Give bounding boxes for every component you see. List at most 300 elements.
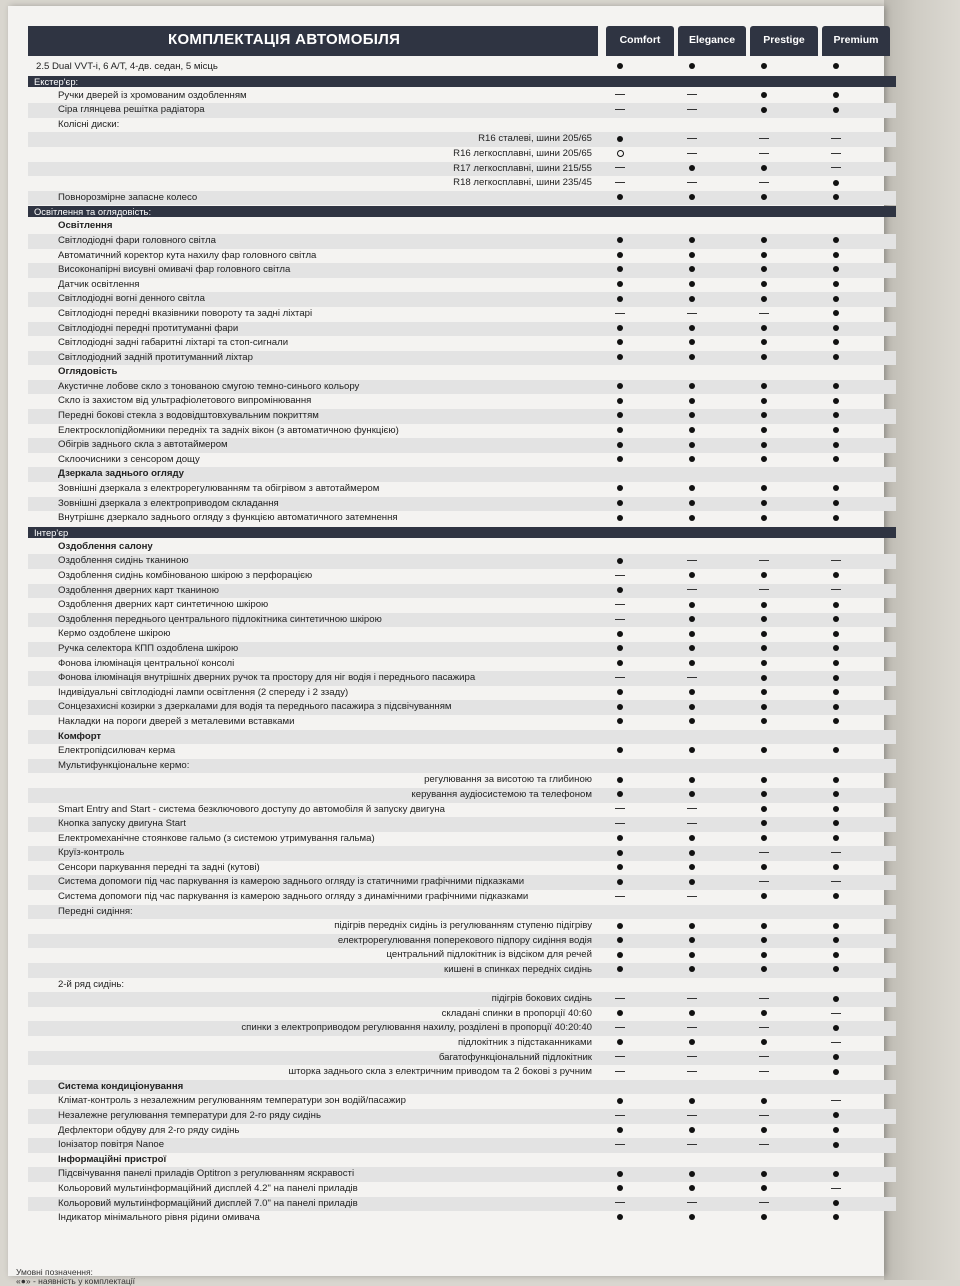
bullet-icon bbox=[754, 1007, 774, 1022]
table-row bbox=[28, 978, 896, 993]
bullet-icon bbox=[610, 351, 630, 366]
feature-label: Незалежне регулювання температури для 2-го ряду сидінь bbox=[58, 1109, 321, 1121]
dash-icon bbox=[826, 875, 846, 890]
bullet-icon bbox=[610, 453, 630, 468]
bullet-icon bbox=[826, 60, 846, 75]
section-title: Освітлення та оглядовість: bbox=[34, 206, 152, 218]
feature-label: Склоочисники з сенсором дощу bbox=[58, 453, 200, 465]
table-row bbox=[28, 249, 896, 264]
table-row bbox=[28, 511, 896, 526]
dash-icon bbox=[610, 569, 630, 584]
table-row bbox=[28, 1021, 896, 1036]
legend-item: «●» - наявність у комплектації bbox=[16, 1276, 135, 1286]
bullet-icon bbox=[682, 1211, 702, 1226]
bullet-icon bbox=[826, 380, 846, 395]
table-row bbox=[28, 963, 896, 978]
table-row bbox=[28, 1036, 896, 1051]
dash-icon bbox=[610, 1065, 630, 1080]
bullet-icon bbox=[682, 249, 702, 264]
bullet-icon bbox=[754, 963, 774, 978]
table-row bbox=[28, 60, 896, 75]
dash-icon bbox=[754, 1197, 774, 1212]
bullet-icon bbox=[826, 1051, 846, 1066]
dash-icon bbox=[682, 1109, 702, 1124]
bullet-icon bbox=[682, 278, 702, 293]
table-row bbox=[28, 162, 896, 177]
table-row bbox=[28, 307, 896, 322]
bullet-icon bbox=[610, 875, 630, 890]
dash-icon bbox=[610, 598, 630, 613]
bullet-icon bbox=[754, 700, 774, 715]
bullet-icon bbox=[826, 1124, 846, 1139]
bullet-icon bbox=[826, 453, 846, 468]
subsection-header bbox=[28, 1153, 896, 1168]
bullet-icon bbox=[682, 191, 702, 206]
bullet-icon bbox=[754, 773, 774, 788]
table-row bbox=[28, 1065, 896, 1080]
bullet-icon bbox=[754, 409, 774, 424]
dash-icon bbox=[610, 162, 630, 177]
table-row bbox=[28, 380, 896, 395]
table-row bbox=[28, 846, 896, 861]
dash-icon bbox=[610, 1138, 630, 1153]
feature-label: Підсвічування панелі приладів Optitron з регулюванням яскравості bbox=[58, 1168, 355, 1180]
bullet-icon bbox=[610, 438, 630, 453]
feature-label: Високонапірні висувні омивачі фар головного світла bbox=[58, 264, 291, 276]
bullet-icon bbox=[610, 249, 630, 264]
table-row bbox=[28, 554, 896, 569]
dash-icon bbox=[754, 584, 774, 599]
subsection-title: Освітлення bbox=[58, 220, 113, 232]
bullet-icon bbox=[754, 60, 774, 75]
dash-icon bbox=[754, 307, 774, 322]
bullet-icon bbox=[826, 773, 846, 788]
bullet-icon bbox=[682, 453, 702, 468]
feature-label: Зовнішні дзеркала з електрорегулюванням та обігрівом з автотаймером bbox=[58, 483, 380, 495]
circle-icon bbox=[610, 147, 630, 162]
section-title: Інтер'єр bbox=[34, 526, 69, 538]
bullet-icon bbox=[754, 803, 774, 818]
bullet-icon bbox=[826, 992, 846, 1007]
feature-label: регулювання за висотою та глибиною bbox=[424, 774, 592, 786]
dash-icon bbox=[610, 1021, 630, 1036]
feature-label: підігрів передніх сидінь із регулюванням ступеню підігріву bbox=[334, 920, 592, 932]
feature-label: Дефлектори обдуву для 2-го ряду сидінь bbox=[58, 1124, 240, 1136]
column-header-elegance: Elegance bbox=[678, 26, 746, 56]
spec-sheet bbox=[8, 6, 884, 1286]
bullet-icon bbox=[754, 497, 774, 512]
bullet-icon bbox=[610, 263, 630, 278]
subsection-title: Оздоблення салону bbox=[58, 540, 153, 552]
bullet-icon bbox=[826, 1167, 846, 1182]
feature-label: Колісні диски: bbox=[58, 118, 120, 130]
bullet-icon bbox=[682, 1124, 702, 1139]
bullet-icon bbox=[826, 627, 846, 642]
table-row bbox=[28, 744, 896, 759]
bullet-icon bbox=[826, 817, 846, 832]
feature-label: підігрів бокових сидінь bbox=[491, 993, 592, 1005]
dash-icon bbox=[610, 1109, 630, 1124]
feature-label: Обігрів заднього скла з автотаймером bbox=[58, 439, 228, 451]
table-row bbox=[28, 584, 896, 599]
bullet-icon bbox=[610, 424, 630, 439]
bullet-icon bbox=[610, 627, 630, 642]
dash-icon bbox=[682, 1021, 702, 1036]
bullet-icon bbox=[682, 613, 702, 628]
bullet-icon bbox=[826, 948, 846, 963]
table-row bbox=[28, 1007, 896, 1022]
bullet-icon bbox=[754, 627, 774, 642]
feature-label: Електросклопідйомники передніх та задніх вікон (з автоматичною функцією) bbox=[58, 424, 399, 436]
bullet-icon bbox=[826, 788, 846, 803]
subsection-header bbox=[28, 365, 896, 380]
table-row bbox=[28, 919, 896, 934]
feature-label: Електромеханічне стоянкове гальмо (з системою утримування гальма) bbox=[58, 832, 375, 844]
dash-icon bbox=[826, 584, 846, 599]
subsection-header bbox=[28, 219, 896, 234]
bullet-icon bbox=[682, 438, 702, 453]
bullet-icon bbox=[682, 963, 702, 978]
feature-label: кишені в спинках передніх сидінь bbox=[444, 964, 592, 976]
bullet-icon bbox=[610, 715, 630, 730]
bullet-icon bbox=[610, 744, 630, 759]
dash-icon bbox=[754, 132, 774, 147]
table-row bbox=[28, 700, 896, 715]
feature-label: електрорегулювання поперекового підпору сидіння водія bbox=[337, 934, 592, 946]
bullet-icon bbox=[682, 292, 702, 307]
table-row bbox=[28, 948, 896, 963]
table-header bbox=[28, 20, 896, 56]
bullet-icon bbox=[754, 438, 774, 453]
bullet-icon bbox=[826, 292, 846, 307]
bullet-icon bbox=[610, 963, 630, 978]
legend bbox=[16, 1268, 135, 1286]
bullet-icon bbox=[610, 554, 630, 569]
bullet-icon bbox=[826, 671, 846, 686]
bullet-icon bbox=[826, 1109, 846, 1124]
bullet-icon bbox=[826, 336, 846, 351]
feature-label: 2.5 Dual VVT-i, 6 A/T, 4-дв. седан, 5 місць bbox=[36, 61, 218, 72]
dash-icon bbox=[682, 1138, 702, 1153]
dash-icon bbox=[682, 147, 702, 162]
spec-rows bbox=[28, 60, 896, 1226]
dash-icon bbox=[682, 817, 702, 832]
bullet-icon bbox=[682, 511, 702, 526]
bullet-icon bbox=[682, 162, 702, 177]
bullet-icon bbox=[682, 948, 702, 963]
bullet-icon bbox=[754, 788, 774, 803]
table-row bbox=[28, 934, 896, 949]
subsection-title: Система кондиціонування bbox=[58, 1080, 184, 1092]
feature-label: Передні бокові стекла з водовідштовхувальним покриттям bbox=[58, 410, 319, 422]
bullet-icon bbox=[826, 278, 846, 293]
bullet-icon bbox=[682, 322, 702, 337]
bullet-icon bbox=[610, 60, 630, 75]
bullet-icon bbox=[610, 773, 630, 788]
dash-icon bbox=[682, 803, 702, 818]
bullet-icon bbox=[610, 191, 630, 206]
bullet-icon bbox=[682, 394, 702, 409]
feature-label: керування аудіосистемою та телефоном bbox=[411, 788, 592, 800]
feature-label: Накладки на пороги дверей з металевими вставками bbox=[58, 715, 295, 727]
title-bar bbox=[28, 26, 598, 56]
table-row bbox=[28, 715, 896, 730]
legend-title: Умовні позначення: bbox=[16, 1267, 93, 1277]
bullet-icon bbox=[610, 322, 630, 337]
dash-icon bbox=[754, 176, 774, 191]
dash-icon bbox=[610, 890, 630, 905]
table-row bbox=[28, 1051, 896, 1066]
bullet-icon bbox=[826, 744, 846, 759]
table-row bbox=[28, 1167, 896, 1182]
column-header-prestige: Prestige bbox=[750, 26, 818, 56]
bullet-icon bbox=[754, 162, 774, 177]
feature-label: Система допомоги під час паркування із камерою заднього огляду з динамічними графічними підказками bbox=[58, 891, 529, 903]
bullet-icon bbox=[754, 861, 774, 876]
bullet-icon bbox=[754, 89, 774, 104]
section-title: Екстер'єр: bbox=[34, 75, 79, 87]
feature-label: Фонова ілюмінація внутрішніх дверних ручок та простору для ніг водія і переднього пасажира bbox=[58, 672, 476, 684]
bullet-icon bbox=[826, 249, 846, 264]
bullet-icon bbox=[610, 497, 630, 512]
bullet-icon bbox=[682, 832, 702, 847]
bullet-icon bbox=[682, 657, 702, 672]
bullet-icon bbox=[754, 103, 774, 118]
feature-label: Сенсори паркування передні та задні (кутові) bbox=[58, 861, 260, 873]
bullet-icon bbox=[610, 394, 630, 409]
feature-label: Оздоблення переднього центрального підлокітника синтетичною шкірою bbox=[58, 613, 382, 625]
bullet-icon bbox=[754, 832, 774, 847]
bullet-icon bbox=[826, 686, 846, 701]
bullet-icon bbox=[754, 671, 774, 686]
dash-icon bbox=[682, 890, 702, 905]
bullet-icon bbox=[682, 424, 702, 439]
bullet-icon bbox=[682, 351, 702, 366]
table-row bbox=[28, 875, 896, 890]
feature-label: Сонцезахисні козирки з дзеркалами для водія та переднього пасажира з підсвічуванням bbox=[58, 701, 452, 713]
table-row bbox=[28, 409, 896, 424]
feature-label: Мультифункціональне кермо: bbox=[58, 759, 190, 771]
bullet-icon bbox=[826, 511, 846, 526]
feature-label: Повнорозмірне запасне колесо bbox=[58, 191, 198, 203]
bullet-icon bbox=[826, 569, 846, 584]
table-row bbox=[28, 788, 896, 803]
bullet-icon bbox=[610, 861, 630, 876]
bullet-icon bbox=[754, 1094, 774, 1109]
bullet-icon bbox=[682, 700, 702, 715]
bullet-icon bbox=[610, 132, 630, 147]
bullet-icon bbox=[754, 1124, 774, 1139]
bullet-icon bbox=[610, 832, 630, 847]
table-row bbox=[28, 686, 896, 701]
bullet-icon bbox=[682, 642, 702, 657]
dash-icon bbox=[610, 103, 630, 118]
feature-label: Світлодіодні вогні денного світла bbox=[58, 293, 205, 305]
bullet-icon bbox=[610, 846, 630, 861]
feature-label: Акустичне лобове скло з тонованою смугою темно-синього кольору bbox=[58, 380, 360, 392]
subsection-title: Інформаційні пристрої bbox=[58, 1153, 167, 1165]
dash-icon bbox=[682, 103, 702, 118]
bullet-icon bbox=[754, 453, 774, 468]
bullet-icon bbox=[826, 919, 846, 934]
bullet-icon bbox=[754, 948, 774, 963]
bullet-icon bbox=[610, 482, 630, 497]
bullet-icon bbox=[682, 598, 702, 613]
bullet-icon bbox=[610, 934, 630, 949]
bullet-icon bbox=[682, 234, 702, 249]
table-row bbox=[28, 263, 896, 278]
table-row bbox=[28, 336, 896, 351]
feature-label: Кермо оздоблене шкірою bbox=[58, 628, 171, 640]
feature-label: Оздоблення сидінь тканиною bbox=[58, 555, 189, 567]
table-row bbox=[28, 453, 896, 468]
bullet-icon bbox=[826, 803, 846, 818]
dash-icon bbox=[826, 162, 846, 177]
bullet-icon bbox=[754, 1182, 774, 1197]
page-title: КОМПЛЕКТАЦІЯ АВТОМОБІЛЯ bbox=[168, 31, 401, 48]
table-row bbox=[28, 278, 896, 293]
bullet-icon bbox=[826, 1138, 846, 1153]
dash-icon bbox=[682, 671, 702, 686]
bullet-icon bbox=[826, 934, 846, 949]
bullet-icon bbox=[610, 336, 630, 351]
section-header bbox=[28, 76, 896, 87]
bullet-icon bbox=[826, 322, 846, 337]
bullet-icon bbox=[826, 89, 846, 104]
bullet-icon bbox=[610, 511, 630, 526]
bullet-icon bbox=[754, 642, 774, 657]
bullet-icon bbox=[682, 380, 702, 395]
feature-label: спинки з електроприводом регулювання нахилу, розділені в пропорції 40:20:40 bbox=[241, 1022, 592, 1034]
table-row bbox=[28, 613, 896, 628]
table-row bbox=[28, 424, 896, 439]
bullet-icon bbox=[682, 569, 702, 584]
table-row bbox=[28, 832, 896, 847]
feature-label: Автоматичний коректор кута нахилу фар головного світла bbox=[58, 249, 317, 261]
dash-icon bbox=[610, 1051, 630, 1066]
bullet-icon bbox=[682, 1167, 702, 1182]
bullet-icon bbox=[826, 103, 846, 118]
bullet-icon bbox=[826, 861, 846, 876]
bullet-icon bbox=[826, 497, 846, 512]
bullet-icon bbox=[610, 657, 630, 672]
bullet-icon bbox=[610, 234, 630, 249]
bullet-icon bbox=[682, 744, 702, 759]
bullet-icon bbox=[754, 424, 774, 439]
dash-icon bbox=[754, 846, 774, 861]
bullet-icon bbox=[610, 1007, 630, 1022]
table-row bbox=[28, 497, 896, 512]
dash-icon bbox=[682, 1051, 702, 1066]
subsection-title: Комфорт bbox=[58, 730, 102, 742]
feature-label: 2-й ряд сидінь: bbox=[58, 978, 125, 990]
bullet-icon bbox=[826, 1065, 846, 1080]
table-row bbox=[28, 642, 896, 657]
bullet-icon bbox=[754, 919, 774, 934]
feature-label: Індивідуальні світлодіодні лампи освітлення (2 спереду і 2 ззаду) bbox=[58, 686, 349, 698]
bullet-icon bbox=[682, 934, 702, 949]
bullet-icon bbox=[826, 482, 846, 497]
feature-label: Круїз-контроль bbox=[58, 847, 125, 859]
dash-icon bbox=[826, 1182, 846, 1197]
feature-label: R16 легкосплавні, шини 205/65 bbox=[453, 147, 592, 159]
bullet-icon bbox=[682, 861, 702, 876]
table-row bbox=[28, 671, 896, 686]
dash-icon bbox=[610, 176, 630, 191]
feature-label: Ручка селектора КПП оздоблена шкірою bbox=[58, 642, 239, 654]
table-row bbox=[28, 234, 896, 249]
dash-icon bbox=[610, 1197, 630, 1212]
bullet-icon bbox=[682, 482, 702, 497]
dash-icon bbox=[826, 1094, 846, 1109]
subsection-header bbox=[28, 540, 896, 555]
feature-label: Оздоблення дверних карт тканиною bbox=[58, 584, 219, 596]
dash-icon bbox=[826, 554, 846, 569]
feature-label: Кольоровий мультиінформаційний дисплей 4.2" на панелі приладів bbox=[58, 1182, 358, 1194]
feature-label: складані спинки в пропорції 40:60 bbox=[441, 1007, 592, 1019]
table-row bbox=[28, 1182, 896, 1197]
bullet-icon bbox=[754, 336, 774, 351]
dash-icon bbox=[682, 992, 702, 1007]
bullet-icon bbox=[610, 409, 630, 424]
bullet-icon bbox=[610, 1182, 630, 1197]
bullet-icon bbox=[826, 176, 846, 191]
feature-label: Сіра глянцева решітка радіатора bbox=[58, 104, 205, 116]
bullet-icon bbox=[754, 234, 774, 249]
bullet-icon bbox=[682, 919, 702, 934]
feature-label: підлокітник з підстаканниками bbox=[457, 1037, 592, 1048]
dash-icon bbox=[754, 554, 774, 569]
bullet-icon bbox=[754, 191, 774, 206]
bullet-icon bbox=[754, 511, 774, 526]
subsection-header bbox=[28, 467, 896, 482]
feature-label: Світлодіодні задні габаритні ліхтарі та стоп-сигнали bbox=[58, 337, 289, 349]
dash-icon bbox=[610, 89, 630, 104]
feature-label: Клімат-контроль з незалежним регулюванням температури зон водій/пасажир bbox=[58, 1095, 406, 1107]
feature-label: Передні сидіння: bbox=[58, 905, 133, 917]
bullet-icon bbox=[610, 1211, 630, 1226]
bullet-icon bbox=[682, 686, 702, 701]
table-row bbox=[28, 627, 896, 642]
feature-label: Внутрішнє дзеркало заднього огляду з функцією автоматичного затемнення bbox=[58, 512, 398, 524]
bullet-icon bbox=[682, 715, 702, 730]
feature-label: Оздоблення сидінь комбінованою шкірою з перфорацією bbox=[58, 570, 313, 581]
bullet-icon bbox=[682, 875, 702, 890]
feature-label: Фонова ілюмінація центральної консолі bbox=[58, 657, 235, 669]
feature-label: Кнопка запуску двигуна Start bbox=[58, 818, 186, 830]
bullet-icon bbox=[610, 584, 630, 599]
bullet-icon bbox=[826, 307, 846, 322]
table-row bbox=[28, 482, 896, 497]
table-row bbox=[28, 351, 896, 366]
dash-icon bbox=[826, 846, 846, 861]
table-row bbox=[28, 394, 896, 409]
bullet-icon bbox=[610, 1124, 630, 1139]
dash-icon bbox=[610, 992, 630, 1007]
bullet-icon bbox=[682, 1094, 702, 1109]
section-header bbox=[28, 527, 896, 538]
bullet-icon bbox=[682, 409, 702, 424]
bullet-icon bbox=[682, 1007, 702, 1022]
dash-icon bbox=[754, 1021, 774, 1036]
table-row bbox=[28, 322, 896, 337]
feature-label: багатофункціональний підлокітник bbox=[438, 1051, 592, 1063]
bullet-icon bbox=[826, 438, 846, 453]
bullet-icon bbox=[610, 1036, 630, 1051]
bullet-icon bbox=[754, 744, 774, 759]
bullet-icon bbox=[682, 773, 702, 788]
subsection-header bbox=[28, 1080, 896, 1095]
